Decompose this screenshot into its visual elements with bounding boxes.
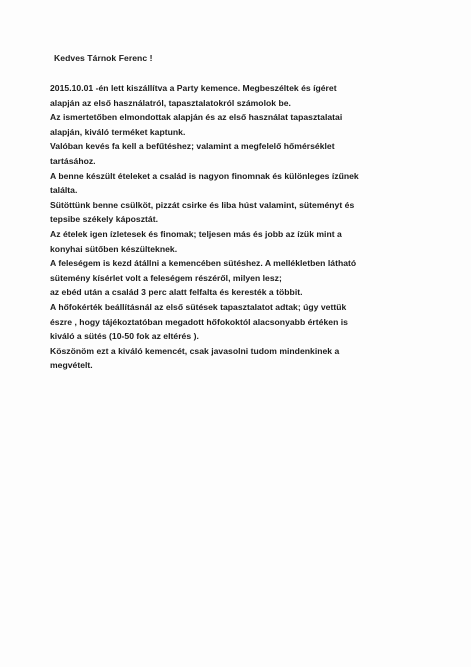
letter-line: tartásához. xyxy=(50,155,96,166)
letter-line: kiváló a sütés (10-50 fok az eltérés ). xyxy=(50,331,199,342)
letter-line: tepsibe székely káposztát. xyxy=(50,214,158,225)
letter-line: Valóban kevés fa kell a befűtéshez; valamint a megfelelő hőmérséklet xyxy=(50,141,335,152)
letter-greeting: Kedves Tárnok Ferenc ! xyxy=(54,53,153,63)
letter-line: Az ismertetőben elmondottak alapján és az első használat tapasztalatai xyxy=(50,112,343,123)
letter-line: 2015.10.01 -én lett kiszállítva a Party kemence. Megbeszéltek és ígéret xyxy=(50,83,337,93)
letter-line: alapján az első használatról, tapasztalatokról számolok be. xyxy=(50,97,291,108)
letter-body xyxy=(50,81,460,373)
letter-line: észre , hogy tájékoztatóban megadott hőfokoktól alacsonyabb értéken is xyxy=(50,316,348,327)
letter-line: Sütöttünk benne csülköt, pizzát csirke és liba húst valamint, süteményt és xyxy=(50,199,355,210)
letter-line: konyhai sütőben készülteknek. xyxy=(50,243,178,254)
letter-line: az ebéd után a család 3 perc alatt felfalta és keresték a többit. xyxy=(50,287,303,298)
letter-line: A benne készült ételeket a család is nagyon finomnak és különleges ízűnek xyxy=(50,170,359,181)
letter-line: Az ételek igen ízletesek és finomak; teljesen más és jobb az ízük mint a xyxy=(50,228,342,239)
letter-line: megvételt. xyxy=(50,360,93,371)
letter-line: sütemény kísérlet volt a feleségem részéről, milyen lesz; xyxy=(50,272,282,283)
letter-line: alapján, kiváló terméket kaptunk. xyxy=(50,126,186,137)
letter-line: találta. xyxy=(50,185,78,196)
letter-line: A feleségem is kezd átállni a kemencében sütéshez. A mellékletben látható xyxy=(50,258,357,269)
letter-line: Köszönöm ezt a kiváló kemencét, csak javasolni tudom mindenkinek a xyxy=(50,345,340,356)
letter-line: A hőfokérték beállításnál az első sütések tapasztalatot adtak; úgy vettük xyxy=(50,301,347,312)
